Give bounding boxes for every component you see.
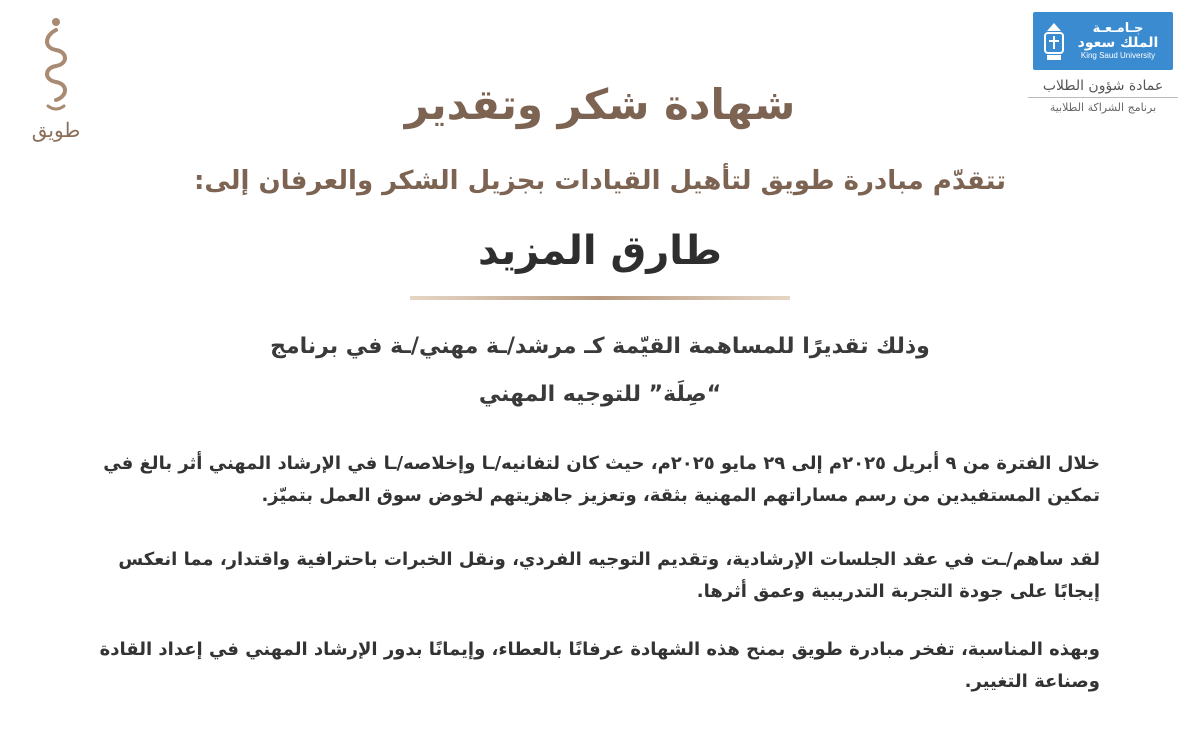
ksu-program: برنامج الشراكة الطلابية [1049, 101, 1157, 114]
ksu-name-line1: جـامـعـة [1092, 20, 1144, 36]
ksu-emblem-icon [1039, 19, 1069, 63]
ksu-name-en: King Saud University [1080, 50, 1156, 60]
paragraph-1: خلال الفترة من ٩ أبريل ٢٠٢٥م إلى ٢٩ مايو ٢٠٢٥م، حيث كان لتفانيه/ـا وإخلاصه/ـا في الإرشاد المهني أثر بالغ في تمكين المستفيدين من رسم مساراتهم المهنية بثقة، وتعزيز جاهزيتهم لخوض سوق العمل بتميّز. [103, 453, 1100, 506]
recipient-name: طارق المزيد [478, 228, 722, 274]
divider [410, 296, 790, 300]
certificate-reason: وذلك تقديرًا للمساهمة القيّمة كـ مرشد/ـة مهني/ـة في برنامج [270, 334, 930, 359]
tuwaiq-logo-text: طويق [31, 118, 81, 142]
program-name: “صِلَة” للتوجيه المهني [478, 382, 722, 407]
paragraph-3: وبهذه المناسبة، تفخر مبادرة طويق بمنح هذه الشهادة عرفانًا بالعطاء، وإيمانًا بدور الإرشاد المهني في إعداد القادة وصناعة التغيير. [99, 639, 1100, 692]
ksu-badge [1033, 12, 1173, 70]
certificate-intro: تتقدّم مبادرة طويق لتأهيل القيادات بجزيل الشكر والعرفان إلى: [194, 166, 1006, 196]
ksu-name-line2: الملك سعود [1077, 34, 1159, 51]
certificate-title: شهادة شكر وتقدير [404, 80, 796, 129]
paragraph-2: لقد ساهم/ـت في عقد الجلسات الإرشادية، وتقديم التوجيه الفردي، ونقل الخبرات باحترافية واقتدار، مما انعكس إيجابًا على جودة التجربة التدريبية وعمق أثرها. [118, 549, 1100, 602]
ksu-department: عمادة شؤون الطلاب [1028, 78, 1178, 98]
